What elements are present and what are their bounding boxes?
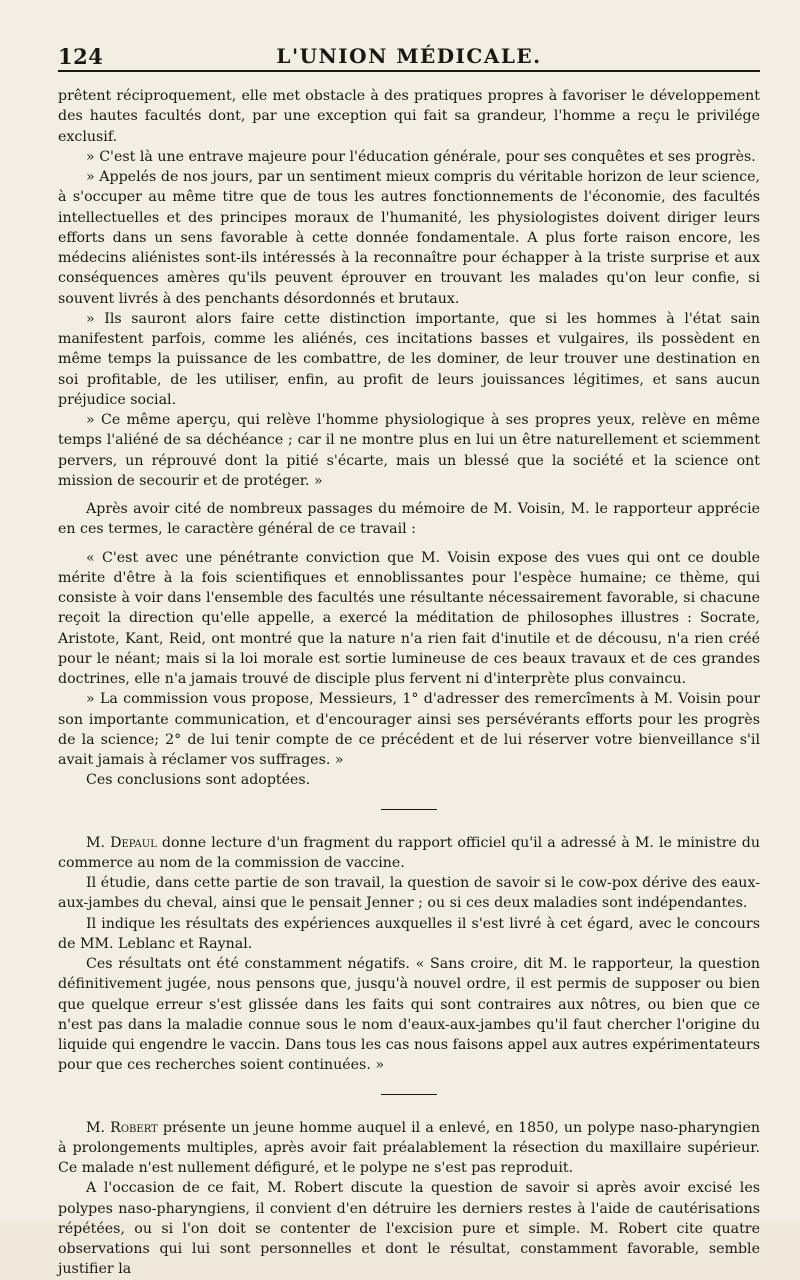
paragraph-6: Après avoir cité de nombreux passages du mémoire de M. Voisin, M. le rapporteur apprécie en ces termes, le caractère général de ce travail :: [58, 501, 760, 538]
section-divider-1: [58, 801, 760, 819]
paragraph-8: » La commission vous propose, Messieurs, 1° d'adresser des remercîments à M. Voisin pour son importante communication, et d'encourager ainsi ses persévérants efforts pour les progrès de la science; 2° de lui tenir compte de ce précédent et de lui réserver votre bienveillance s'il avait jamais à réclamer vos suffrages. »: [58, 691, 760, 768]
section-divider-2: [58, 1086, 760, 1104]
article-body: [58, 86, 760, 1280]
header-rule: [58, 70, 760, 72]
paragraph-7: « C'est avec une pénétrante conviction que M. Voisin expose des vues qui ont ce double mérite d'être à la fois scientifiques et ennoblissantes pour l'espèce humaine; ce thème, qui consiste à voir dans l'ensemble des facultés une résultante nécessairement favorable, si chacune reçoit la direction qu'elle appelle, a exercé la méditation de philosophes illustres : Socrate, Aristote, Kant, Reid, ont montré que la nature n'a rien fait d'inutile et de décousu, n'a rien créé pour le néant; mais si la loi morale est sortie lumineuse de ces beaux travaux et de ces grandes doctrines, elle n'a jamais trouvé de disciple plus fervent ni d'interprète plus convaincu.: [58, 549, 760, 687]
section-divider-line-1: [381, 809, 437, 810]
speaker-name-depaul: M. Depaul: [86, 834, 157, 851]
paragraph-4: » Ils sauront alors faire cette distinction importante, que si les hommes à l'état sain manifestent parfois, comme les aliénés, ces incitations basses et vulgaires, ils possèdent en même temps la puissance de les combattre, de les dominer, de leur trouver une destination en soi profitable, de les utiliser, enfin, au profit de leurs jouissances légitimes, et sans aucun préjudice social.: [58, 310, 760, 408]
paragraph-14: [58, 1118, 760, 1179]
page-header: [58, 40, 760, 68]
journal-title: L'UNION MÉDICALE.: [276, 44, 542, 68]
paragraph-10-text: donne lecture d'un fragment du rapport officiel qu'il a adressé à M. le ministre du commerce au nom de la commission de vaccine.: [58, 834, 760, 871]
paragraph-14-text: présente un jeune homme auquel il a enlevé, en 1850, un polype naso-pharyngien à prolongements multiples, après avoir fait préalablement la résection du maxillaire supérieur. Ce malade n'est nullement défiguré, et le polype ne s'est pas reproduit.: [58, 1119, 760, 1176]
paragraph-1: prêtent réciproquement, elle met obstacle à des pratiques propres à favoriser le développement des hautes facultés dont, par une exception qui fait sa grandeur, l'homme a reçu le privilége exclusif.: [58, 88, 760, 145]
paragraph-13: Ces résultats ont été constamment négatifs. « Sans croire, dit M. le rapporteur, la question définitivement jugée, nous pensons que, jusqu'à nouvel ordre, il est permis de supposer ou bien que quelque erreur s'est glissée dans les faits qui sont contraires aux nôtres, ou bien que ce n'est pas dans la maladie connue sous le nom d'eaux-aux-jambes qu'il faut chercher l'origine du liquide qui engendre le vaccin. Dans tous les cas nous faisons appel aux autres expérimentateurs pour que ces recherches soient continuées. »: [58, 956, 760, 1074]
page-number: 124: [58, 44, 104, 69]
paragraph-9: Ces conclusions sont adoptées.: [86, 772, 311, 789]
speaker-name-robert: M. Robert: [86, 1119, 158, 1136]
paragraph-10: [58, 833, 760, 874]
paragraph-2: » C'est là une entrave majeure pour l'éducation générale, pour ses conquêtes et ses progrès.: [86, 148, 756, 165]
paragraph-3: » Appelés de nos jours, par un sentiment mieux compris du véritable horizon de leur science, à s'occuper au même titre que de tous les autres fonctionnements de l'économie, des facultés intellectuelles et des principes moraux de l'humanité, les physiologistes doivent diriger leurs efforts dans un sens favorable à cette donnée fondamentale. A plus forte raison encore, les médecins aliénistes sont-ils intéressés à la reconnaître pour échapper à la triste surprise et aux conséquences amères qu'ils peuvent éprouver en trouvant les malades qu'on leur confie, si souvent livrés à des penchants désordonnés et brutaux.: [58, 169, 760, 307]
paragraph-5: » Ce même aperçu, qui relève l'homme physiologique à ses propres yeux, relève en même temps l'aliéné de sa déchéance ; car il ne montre plus en lui un être naturellement et sciemment pervers, un réprouvé dont la pitié s'écarte, mais un blessé que la société et la science ont mission de secourir et de protéger. »: [58, 412, 760, 489]
paragraph-15: A l'occasion de ce fait, M. Robert discute la question de savoir si après avoir excisé les polypes naso-pharyngiens, il convient d'en détruire les derniers restes à l'aide de cautérisations répétées, ou si l'on doit se contenter de l'excision pure et simple. M. Robert cite quatre observations qui lui sont personnelles et dont le résultat, constamment favorable, semble justifier la: [58, 1180, 760, 1278]
section-divider-line-2: [381, 1094, 437, 1095]
paragraph-12: Il indique les résultats des expériences auxquelles il s'est livré à cet égard, avec le concours de MM. Leblanc et Raynal.: [58, 915, 760, 952]
paragraph-11: Il étudie, dans cette partie de son travail, la question de savoir si le cow-pox dérive des eaux-aux-jambes du cheval, ainsi que le pensait Jenner ; ou si ces deux maladies sont indépendantes.: [58, 875, 760, 912]
